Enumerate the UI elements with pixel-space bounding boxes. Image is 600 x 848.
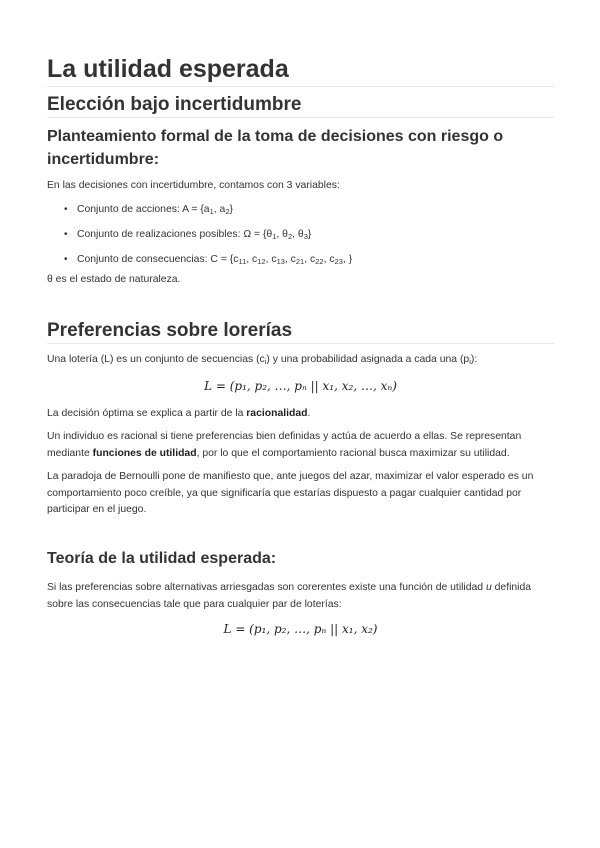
bernoulli-paragraph: La paradoja de Bernoulli pone de manifiesto que, ante juegos del azar, maximizar el valor esperado es un comportamiento poco creíble, ya que significaría que estarías dispuesto a pagar cualquier cantidad por participar en el juego. — [47, 471, 534, 515]
intro-paragraph: En las decisiones con incertidumbre, contamos con 3 variables: — [47, 180, 340, 191]
formula-utilidad: L = (p₁, p₂, …, pₙ || x₁, x₂) — [223, 622, 378, 636]
section-heading-preferencias: Preferencias sobre lorerías — [47, 319, 554, 344]
subheading-planteamiento: Planteamiento formal de la toma de decisiones con riesgo o incertidumbre: — [47, 128, 504, 168]
list-item-realizaciones: • Conjunto de realizaciones posibles: $\Omega = \{\theta_1$, $\theta_2$, $\theta_3$} — [47, 223, 554, 248]
teoria-paragraph: Si las preferencias sobre alternativas arriesgadas son corerentes existe una función de utilidad u definida sobre las consecuencias tale que para cualquier par de loterías: — [47, 582, 532, 610]
theta-note: θ es el estado de naturaleza. — [47, 274, 181, 285]
section-heading-teoria: Teoría de la utilidad esperada: — [47, 550, 277, 567]
list-item-acciones: • Conjunto de acciones: $A = \{a_1$, $a_2$} — [47, 198, 554, 223]
section-heading-eleccion: Elección bajo incertidumbre — [47, 93, 554, 118]
variables-list — [47, 198, 554, 273]
formula-loteria: L = (p₁, p₂, …, pₙ || x₁, x₂, …, xₙ) — [204, 379, 397, 393]
page-title: La utilidad esperada — [47, 53, 554, 87]
loteria-definition: Una lotería (L) es un conjunto de secuencias $(c_i)$ y una probabilidad asignada a cada una $(p_i)$: — [47, 354, 478, 366]
list-item-consecuencias: • Conjunto de consecuencias: $C = \{c_{11}$, $c_{12}$, $c_{13}$, $c_{21}$, $c_{22}$, $c_{23}$, } — [47, 248, 554, 273]
racionalidad-paragraph: Un individuo es racional si tiene preferencias bien definidas y actúa de acuerdo a ellas. Se representan mediante funciones de utilidad, por lo que el comportamiento racional busca maximizar su utilidad. — [47, 431, 522, 459]
decision-optima-paragraph: La decisión óptima se explica a partir de la racionalidad. — [47, 408, 311, 419]
